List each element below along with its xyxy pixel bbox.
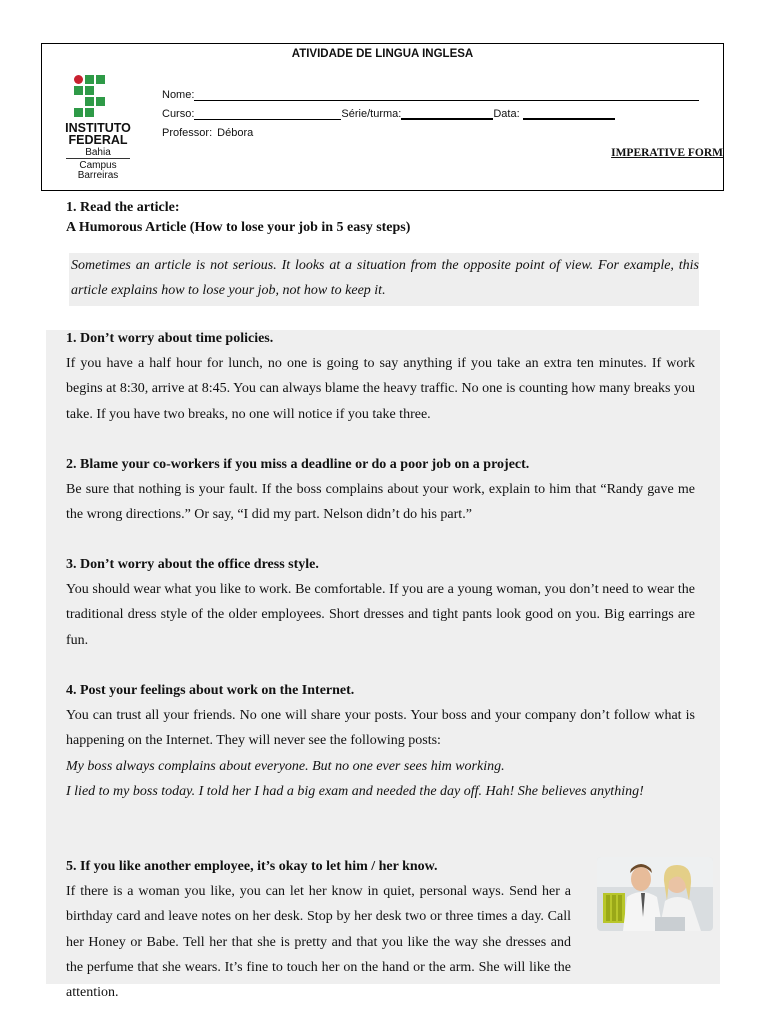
section-heading: 1. Don’t worry about time policies.	[66, 331, 274, 346]
section-heading: 2. Blame your co-workers if you miss a deadline or do a poor job on a project.	[66, 457, 530, 472]
question-heading: 1. Read the article:	[66, 200, 180, 215]
section-heading: 3. Don’t worry about the office dress style.	[66, 557, 319, 572]
section-3	[66, 552, 695, 653]
data-input[interactable]	[523, 108, 615, 120]
section-text: You can trust all your friends. No one will share your posts. Your boss and your company don’t follow what is happening on the Internet. They will never see the following posts:	[66, 708, 695, 749]
serie-label: Série/turma:	[341, 108, 402, 120]
curso-row	[162, 108, 615, 120]
curso-input[interactable]	[194, 109, 341, 120]
intro-text: Sometimes an article is not serious. It looks at a situation from the opposite point of view. For example, this article explains how to lose your job, not how to keep it.	[71, 258, 699, 298]
serie-input[interactable]	[401, 108, 493, 120]
section-1	[66, 326, 695, 427]
office-coworkers-photo	[597, 857, 713, 931]
section-heading: 5. If you like another employee, it’s okay to let him / her know.	[66, 859, 438, 874]
logo-line1: INSTITUTO	[65, 121, 131, 135]
data-label: Data:	[493, 108, 520, 120]
imperative-form-label: IMPERATIVE FORM	[611, 147, 723, 159]
section-text: If you have a half hour for lunch, no one is going to say anything if you take an extra ten minutes. If work begins at 8:30, arrive at 8:45. You can always blame the heavy traffic. No one is counting how many breaks you take. If you have two breaks, no one will notice if you take three.	[66, 356, 695, 422]
logo-line2: FEDERAL	[68, 133, 128, 147]
header-box	[41, 43, 724, 191]
logo-line5: Barreiras	[77, 170, 119, 181]
section-2	[66, 452, 695, 528]
logo-line3: Bahia	[85, 147, 111, 158]
article-body	[46, 330, 720, 1001]
logo-divider	[66, 158, 130, 159]
section-4	[66, 678, 695, 804]
sample-post-2: I lied to my boss today. I told her I had a big exam and needed the day off. Hah! She believes anything!	[66, 783, 644, 799]
sample-post-1: My boss always complains about everyone. But no one ever sees him working.	[66, 758, 505, 774]
section-text: Be sure that nothing is your fault. If the boss complains about your work, explain to him that “Randy gave me the wrong directions.” Or say, “I did my part. Nelson didn’t do his part.”	[66, 482, 695, 523]
professor-row	[162, 127, 253, 139]
nome-row	[162, 89, 699, 101]
curso-label: Curso:	[162, 108, 195, 120]
activity-title: ATIVIDADE DE LINGUA INGLESA	[291, 48, 474, 60]
intro-box	[69, 253, 699, 306]
professor-value: Débora	[217, 127, 254, 139]
section-text: You should wear what you like to work. Be comfortable. If you are a young woman, you don’t need to wear the traditional dress style of the older employees. Short dresses and tight pants look good on you. Big earrings are fun.	[66, 582, 695, 648]
section-5-body: If there is a woman you like, you can let her know in quiet, personal ways. Send her a birthday card and leave notes on her desk. Stop by her desk two or three times a day. Call her Honey or Babe. Tell her that she is pretty and that you like the way she dresses and the perfume that she wears. It’s fine to touch her on the hand or the arm. She will like the attention.	[66, 884, 571, 1001]
logo-line4: Campus	[79, 160, 117, 171]
nome-label: Nome:	[162, 89, 195, 101]
nome-input[interactable]	[194, 90, 699, 101]
section-heading: 4. Post your feelings about work on the Internet.	[66, 683, 355, 698]
article-title: A Humorous Article (How to lose your job in 5 easy steps)	[66, 220, 411, 235]
instituto-federal-logo	[52, 72, 144, 182]
professor-label: Professor:	[162, 127, 213, 139]
